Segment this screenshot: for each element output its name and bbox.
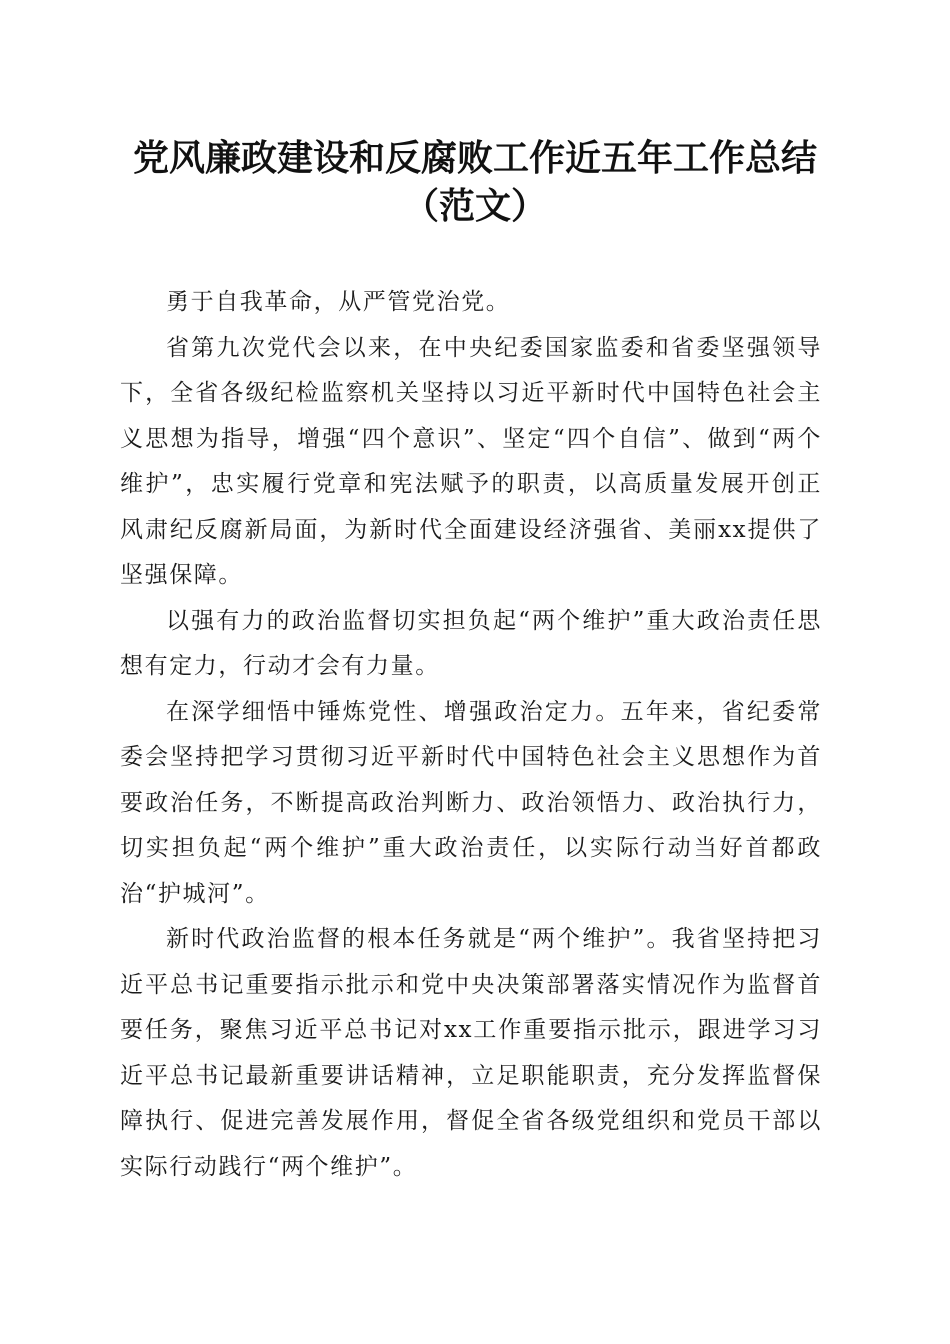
paragraph-4: 在深学细悟中锤炼党性、增强政治定力。五年来，省纪委常委会坚持把学习贯彻习近平新时代中国特色社会主义思想作为首要政治任务，不断提高政治判断力、政治领悟力、政治执行力，切实担负起“两个维护”重大政治责任，以实际行动当好首都政治“护城河”。 (120, 698, 822, 907)
paragraph-2: 省第九次党代会以来，在中央纪委国家监委和省委坚强领导下，全省各级纪检监察机关坚持以习近平新时代中国特色社会主义思想为指导，增强“四个意识”、坚定“四个自信”、做到“两个维护”，忠实履行党章和宪法赋予的职责，以高质量发展开创正风肃纪反腐新局面，为新时代全面建设经济强省、美丽xx提供了坚强保障。 (120, 334, 822, 588)
paragraph-5: 新时代政治监督的根本任务就是“两个维护”。我省坚持把习近平总书记重要指示批示和党中央决策部署落实情况作为监督首要任务，聚焦习近平总书记对xx工作重要指示批示，跟进学习习近平总书记最新重要讲话精神，立足职能职责，充分发挥监督保障执行、促进完善发展作用，督促全省各级党组织和党员干部以实际行动践行“两个维护”。 (120, 926, 822, 1180)
document-body (120, 280, 822, 1190)
paragraph-1: 勇于自我革命，从严管党治党。 (166, 289, 511, 315)
document-title (100, 134, 850, 230)
title-line-1: 党风廉政建设和反腐败工作近五年工作总结 (132, 137, 817, 179)
paragraph-3: 以强有力的政治监督切实担负起“两个维护”重大政治责任思想有定力，行动才会有力量。 (120, 607, 822, 679)
title-line-2: （范文） (402, 185, 547, 227)
